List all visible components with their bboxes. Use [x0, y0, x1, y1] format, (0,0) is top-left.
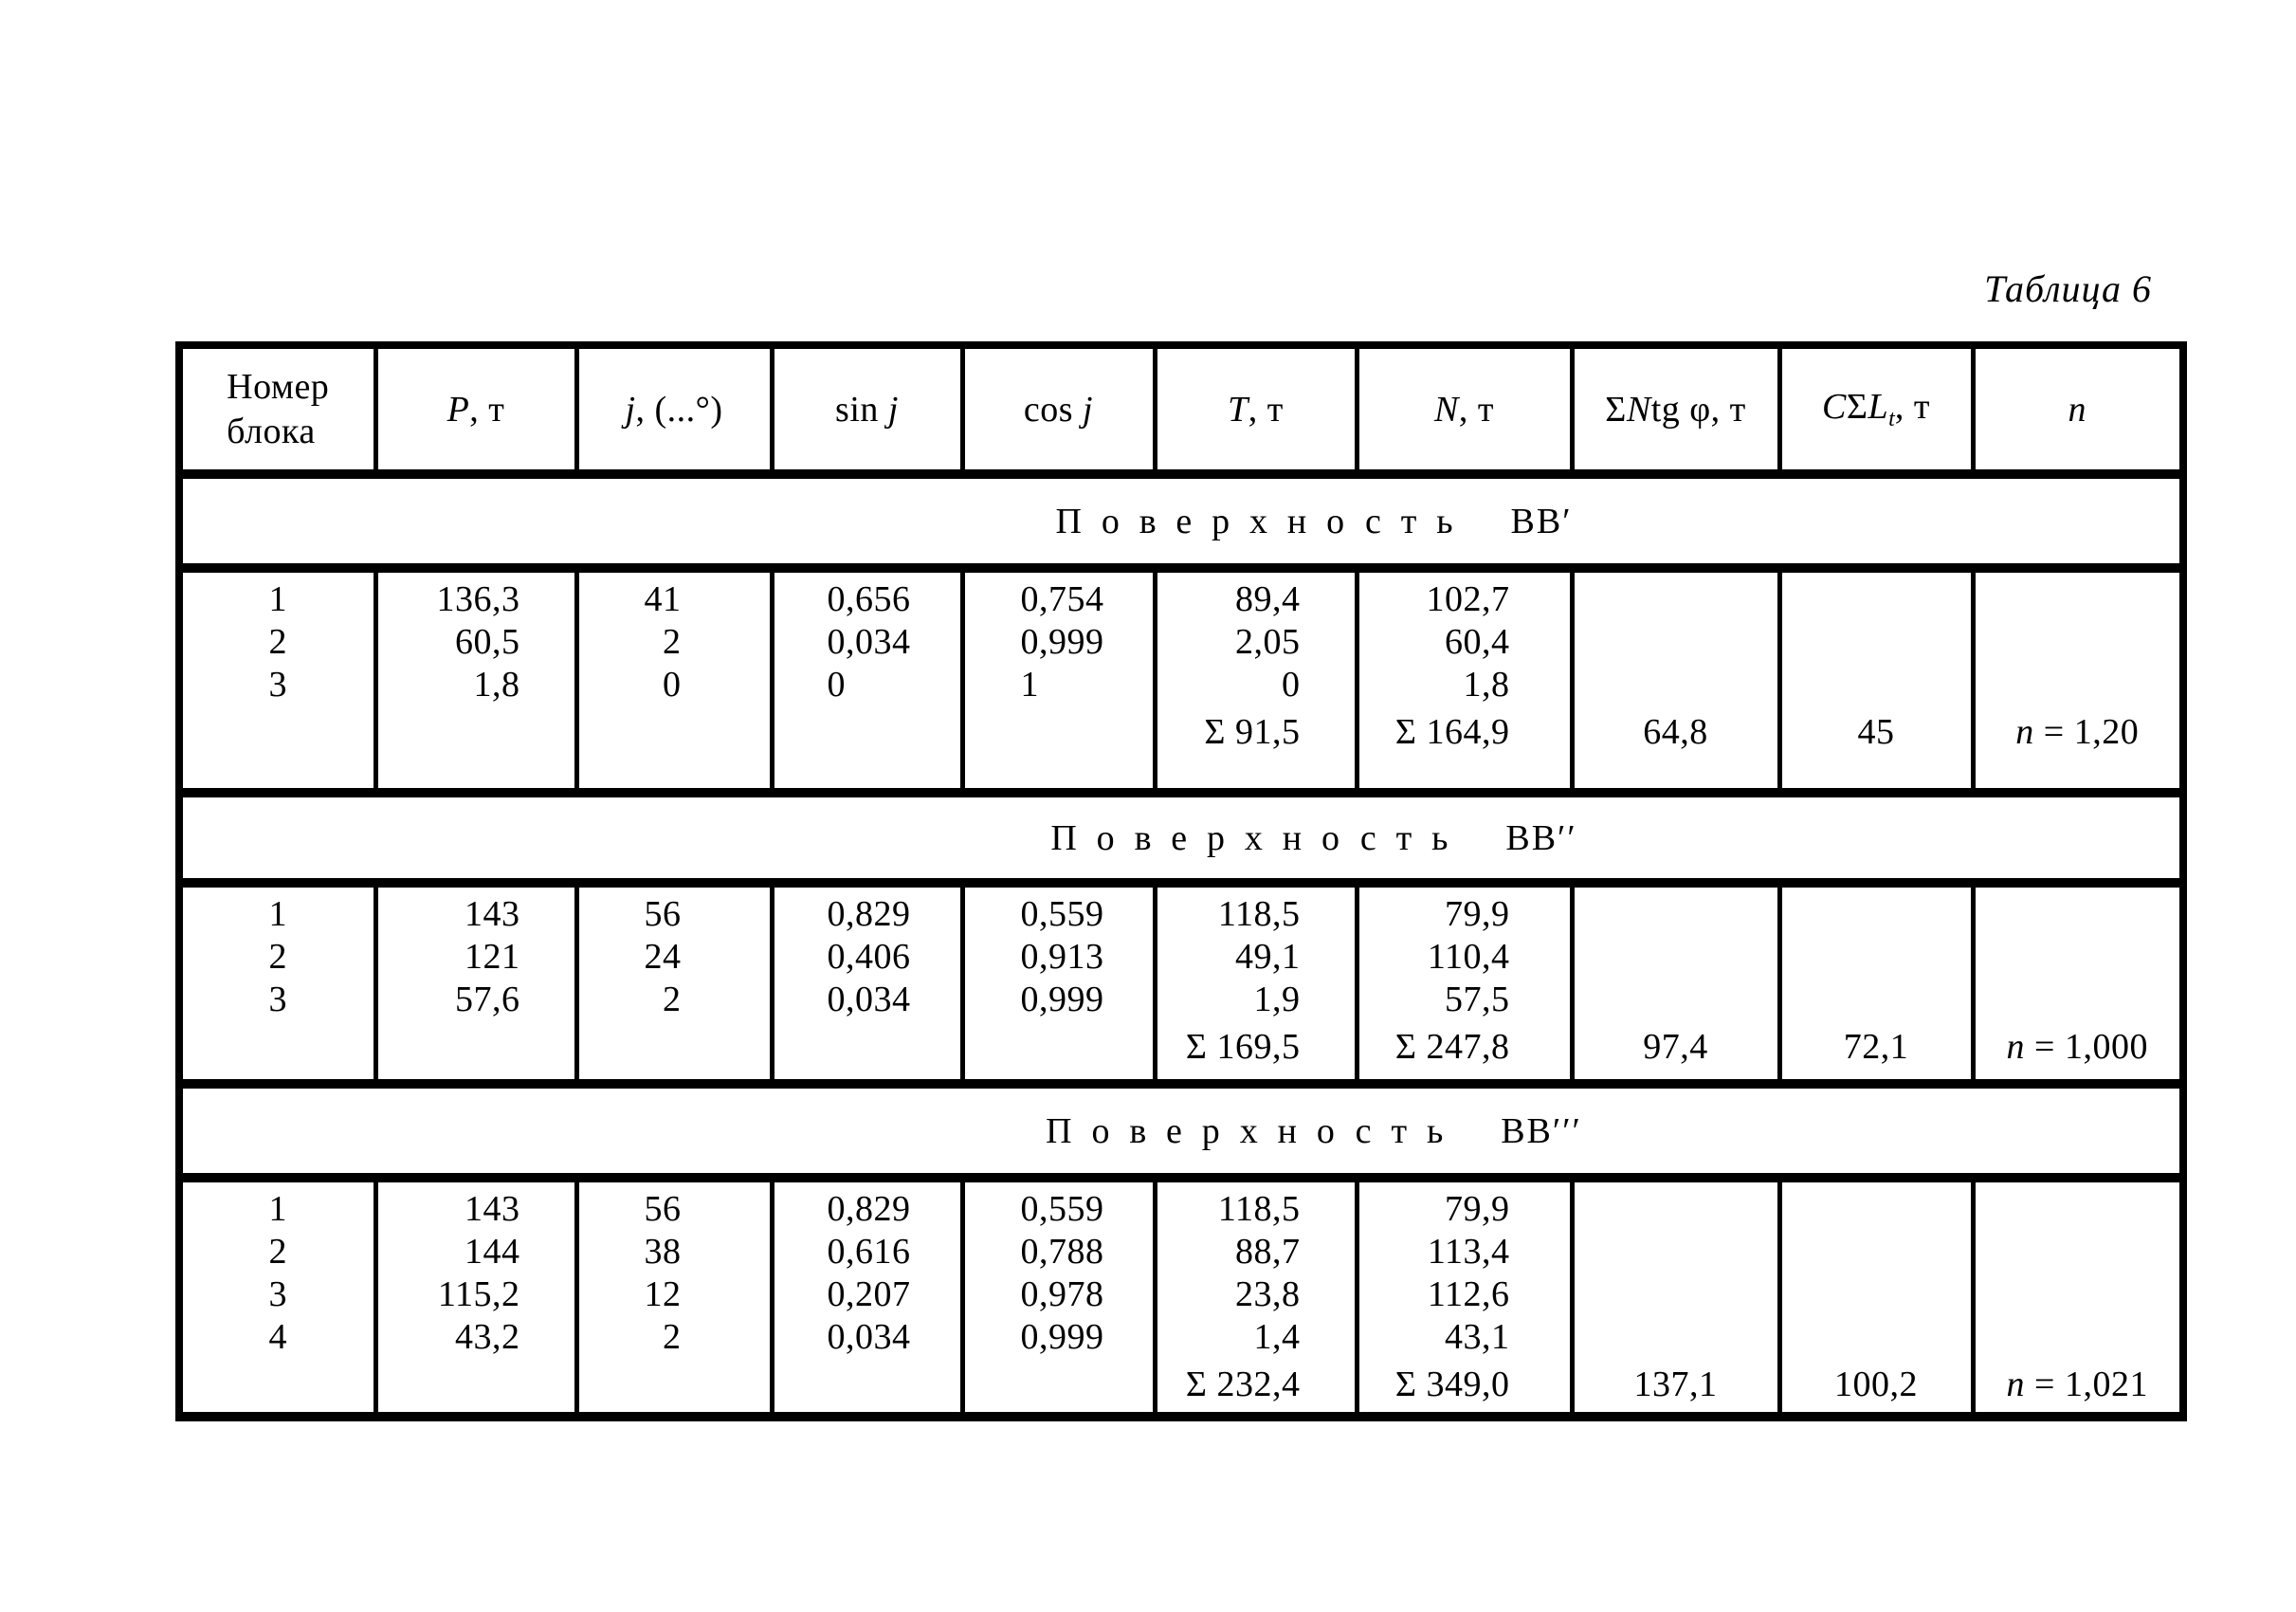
- block-number-lines: [184, 893, 373, 1021]
- cell-line: 121: [465, 937, 520, 977]
- cell-line: 0,559: [1020, 894, 1104, 934]
- cell-n-values: [1357, 568, 1572, 793]
- sigma-ntg-value: 97,4: [1643, 1027, 1708, 1067]
- header-cell-sigma-ntg: [1572, 345, 1779, 474]
- cell-line: 23,8: [1235, 1274, 1301, 1314]
- cell-line: 88,7: [1235, 1232, 1301, 1272]
- cell-line: 0: [827, 665, 846, 705]
- cell-line: 2: [663, 622, 682, 662]
- cell-line: 0,754: [1020, 579, 1104, 619]
- header-block-line2: блока: [227, 411, 316, 451]
- n-force-symbol: N: [1434, 389, 1459, 430]
- cell-line: 3: [268, 1274, 287, 1314]
- cell-line: 0,978: [1020, 1274, 1104, 1314]
- cell-line: 0,829: [827, 894, 911, 934]
- cell-csl: [1779, 1178, 1973, 1417]
- sin-value-lines: [828, 893, 959, 1021]
- ntg-n-symbol: N: [1626, 389, 1651, 430]
- cell-line: 118,5: [1217, 1189, 1301, 1229]
- p-value-lines: [379, 893, 520, 1021]
- cell-line: 57,5: [1445, 980, 1510, 1019]
- coef-symbol: n: [2006, 1027, 2026, 1067]
- cell-line: 112,6: [1427, 1274, 1510, 1314]
- cell-cos-values: [962, 1178, 1155, 1417]
- cell-line: 12: [644, 1274, 682, 1314]
- cell-line: 43,2: [455, 1317, 520, 1357]
- cell-line: 113,4: [1427, 1232, 1510, 1272]
- cell-line: 2: [268, 1232, 287, 1272]
- sin-value-lines: [828, 578, 959, 706]
- sin-value-lines: [828, 1188, 959, 1359]
- cell-cos-values: [962, 883, 1155, 1084]
- surface-word: Поверхность: [1055, 501, 1473, 541]
- cell-line: 0,829: [827, 1189, 911, 1229]
- cell-line: 49,1: [1235, 937, 1301, 977]
- coef-rest: = 1,000: [2025, 1027, 2148, 1067]
- section-header-text: [1046, 1110, 1582, 1152]
- section-header-text: [1055, 501, 1572, 542]
- t-sum: Σ 91,5: [1204, 712, 1301, 752]
- cell-line: 2: [268, 937, 287, 977]
- t-value-lines: [1158, 893, 1301, 1021]
- cell-n-coef: [1973, 568, 2183, 793]
- cell-line: 143: [465, 1189, 520, 1229]
- cell-p-values: [375, 568, 576, 793]
- t-unit: , т: [1248, 389, 1284, 430]
- cell-sin-values: [772, 883, 962, 1084]
- cell-line: 2: [663, 1317, 682, 1357]
- j-value-lines: [580, 578, 682, 706]
- sin-symbol: j: [887, 389, 899, 430]
- cell-line: 1: [268, 1189, 287, 1229]
- cell-j-values: [576, 883, 772, 1084]
- cell-sin-values: [772, 568, 962, 793]
- header-cell-n-coef: [1973, 345, 2183, 474]
- j-unit: , (...°): [635, 389, 723, 430]
- cell-cos-values: [962, 568, 1155, 793]
- header-cell-csl: [1779, 345, 1973, 474]
- sigma-ntg-value: 137,1: [1633, 1365, 1718, 1404]
- cell-csl: [1779, 568, 1973, 793]
- cell-line: 143: [465, 894, 520, 934]
- j-value-lines: [580, 1188, 682, 1359]
- csl-value: 45: [1857, 712, 1895, 752]
- n-value-lines: [1360, 893, 1510, 1021]
- cell-line: 1: [268, 894, 287, 934]
- cell-line: 0,406: [827, 937, 911, 977]
- surface-word: Поверхность: [1050, 817, 1468, 858]
- cell-line: 0,999: [1020, 980, 1104, 1019]
- csl-value: 72,1: [1843, 1027, 1909, 1067]
- cell-n-values: [1357, 883, 1572, 1084]
- cell-line: 24: [644, 937, 682, 977]
- header-cell-t: [1155, 345, 1357, 474]
- section-header-row-bb2: [179, 793, 2183, 883]
- cell-line: 79,9: [1445, 1189, 1510, 1229]
- header-block-label: [227, 365, 329, 454]
- cell-line: 60,5: [455, 622, 520, 662]
- p-symbol: P: [446, 389, 470, 430]
- header-cell-sin: [772, 345, 962, 474]
- n-force-unit: , т: [1458, 389, 1494, 430]
- cell-line: 0,999: [1020, 1317, 1104, 1357]
- cell-t-values: [1155, 1178, 1357, 1417]
- cell-line: 0,034: [827, 980, 911, 1019]
- coef-rest: = 1,20: [2033, 712, 2140, 752]
- cell-line: 1,4: [1253, 1317, 1301, 1357]
- cell-line: 41: [644, 579, 682, 619]
- p-value-lines: [379, 578, 520, 706]
- cell-line: 1: [1020, 665, 1039, 705]
- ntg-rest: tg φ, т: [1650, 389, 1746, 430]
- cell-block-numbers: [179, 568, 375, 793]
- n-sum: Σ 349,0: [1394, 1365, 1510, 1404]
- cell-line: 0,034: [827, 622, 911, 662]
- surface-name: ВВ′′′: [1501, 1110, 1582, 1151]
- data-row-bb2: [179, 883, 2183, 1084]
- cell-line: 144: [465, 1232, 520, 1272]
- header-cell-p: [375, 345, 576, 474]
- n-sum: Σ 164,9: [1394, 712, 1510, 752]
- cell-line: 60,4: [1445, 622, 1510, 662]
- cell-line: 136,3: [436, 579, 520, 619]
- csl-unit: , т: [1894, 387, 1930, 427]
- section-header-bb3: [179, 1084, 2183, 1178]
- cell-line: 118,5: [1217, 894, 1301, 934]
- p-unit: , т: [469, 389, 505, 430]
- j-symbol: j: [625, 389, 636, 430]
- cell-line: 0,656: [827, 579, 911, 619]
- cell-line: 38: [644, 1232, 682, 1272]
- j-value-lines: [580, 893, 682, 1021]
- cell-sigma-ntg: [1572, 883, 1779, 1084]
- p-value-lines: [379, 1188, 520, 1359]
- cell-j-values: [576, 568, 772, 793]
- cell-csl: [1779, 883, 1973, 1084]
- cell-p-values: [375, 1178, 576, 1417]
- cell-line: 0,559: [1020, 1189, 1104, 1229]
- data-row-bb3: [179, 1178, 2183, 1417]
- cell-line: 1,8: [473, 665, 520, 705]
- cell-p-values: [375, 883, 576, 1084]
- cos-label: cos: [1023, 389, 1084, 430]
- cell-line: 2: [268, 622, 287, 662]
- header-cell-j: [576, 345, 772, 474]
- cos-symbol: j: [1083, 389, 1094, 430]
- cell-line: 3: [268, 665, 287, 705]
- t-value-lines: [1158, 1188, 1301, 1359]
- cell-line: 56: [644, 1189, 682, 1229]
- cell-line: 2,05: [1235, 622, 1301, 662]
- cell-line: 0,788: [1020, 1232, 1104, 1272]
- cell-line: 4: [268, 1317, 287, 1357]
- header-cell-n-force: [1357, 345, 1572, 474]
- cell-line: 0: [663, 665, 682, 705]
- cell-line: 0,207: [827, 1274, 911, 1314]
- cell-sin-values: [772, 1178, 962, 1417]
- cell-line: 110,4: [1427, 937, 1510, 977]
- cell-line: 1,9: [1253, 980, 1301, 1019]
- header-row: [179, 345, 2183, 474]
- csl-sigma-symbol: Σ: [1846, 387, 1868, 427]
- section-header-bb2: [179, 793, 2183, 883]
- data-row-bb1: [179, 568, 2183, 793]
- cell-block-numbers: [179, 883, 375, 1084]
- n-coef-value: [1977, 1364, 2179, 1406]
- section-header-row-bb1: [179, 474, 2183, 568]
- t-sum: Σ 232,4: [1185, 1365, 1301, 1404]
- csl-l-symbol: L: [1868, 387, 1889, 427]
- block-number-lines: [184, 578, 373, 706]
- n-coef-value: [1977, 1026, 2179, 1069]
- surface-name: ВВ′′: [1505, 817, 1577, 858]
- cell-line: 102,7: [1426, 579, 1510, 619]
- n-coef-symbol: n: [2068, 389, 2086, 430]
- cos-value-lines: [1021, 893, 1152, 1021]
- header-block-line1: Номер: [227, 366, 330, 407]
- n-sum: Σ 247,8: [1394, 1027, 1510, 1067]
- cell-t-values: [1155, 883, 1357, 1084]
- csl-value: 100,2: [1834, 1365, 1918, 1404]
- cell-line: 1: [268, 579, 287, 619]
- cos-value-lines: [1021, 1188, 1152, 1359]
- cell-line: 3: [268, 980, 287, 1019]
- csl-subscript: t: [1888, 407, 1895, 431]
- sigma-ntg-value: 64,8: [1643, 712, 1708, 752]
- n-value-lines: [1360, 1188, 1510, 1359]
- coef-rest: = 1,021: [2025, 1365, 2148, 1404]
- cell-sigma-ntg: [1572, 568, 1779, 793]
- cos-value-lines: [1021, 578, 1152, 706]
- header-cell-block-number: [179, 345, 375, 474]
- t-symbol: T: [1228, 389, 1248, 430]
- cell-line: 79,9: [1445, 894, 1510, 934]
- coef-symbol: n: [2015, 712, 2034, 752]
- cell-n-coef: [1973, 883, 2183, 1084]
- cell-t-values: [1155, 568, 1357, 793]
- cell-line: 56: [644, 894, 682, 934]
- cell-line: 0: [1282, 665, 1301, 705]
- cell-line: 2: [663, 980, 682, 1019]
- sin-label: sin: [835, 389, 888, 430]
- cell-line: 57,6: [455, 980, 520, 1019]
- n-coef-value: [1977, 711, 2179, 754]
- cell-n-values: [1357, 1178, 1572, 1417]
- t-sum: Σ 169,5: [1185, 1027, 1301, 1067]
- t-value-lines: [1158, 578, 1301, 706]
- section-header-bb1: [179, 474, 2183, 568]
- header-cell-cos: [962, 345, 1155, 474]
- cell-line: 0,999: [1020, 622, 1104, 662]
- cell-line: 115,2: [437, 1274, 520, 1314]
- surface-name: ВВ′: [1510, 501, 1573, 541]
- block-number-lines: [184, 1188, 373, 1359]
- cell-line: 1,8: [1463, 665, 1510, 705]
- cell-line: 89,4: [1235, 579, 1301, 619]
- sigma-symbol: Σ: [1605, 389, 1627, 430]
- cell-line: 0,913: [1020, 937, 1104, 977]
- cell-j-values: [576, 1178, 772, 1417]
- n-value-lines: [1360, 578, 1510, 706]
- csl-c-symbol: C: [1822, 387, 1847, 427]
- cell-line: 0,616: [827, 1232, 911, 1272]
- surface-word: Поверхность: [1046, 1110, 1464, 1151]
- cell-n-coef: [1973, 1178, 2183, 1417]
- data-table: [175, 341, 2187, 1421]
- coef-symbol: n: [2006, 1365, 2026, 1404]
- cell-sigma-ntg: [1572, 1178, 1779, 1417]
- cell-block-numbers: [179, 1178, 375, 1417]
- section-header-text: [1050, 817, 1576, 859]
- section-header-row-bb3: [179, 1084, 2183, 1178]
- cell-line: 0,034: [827, 1317, 911, 1357]
- document-title: Таблица 6: [1984, 267, 2152, 310]
- cell-line: 43,1: [1445, 1317, 1510, 1357]
